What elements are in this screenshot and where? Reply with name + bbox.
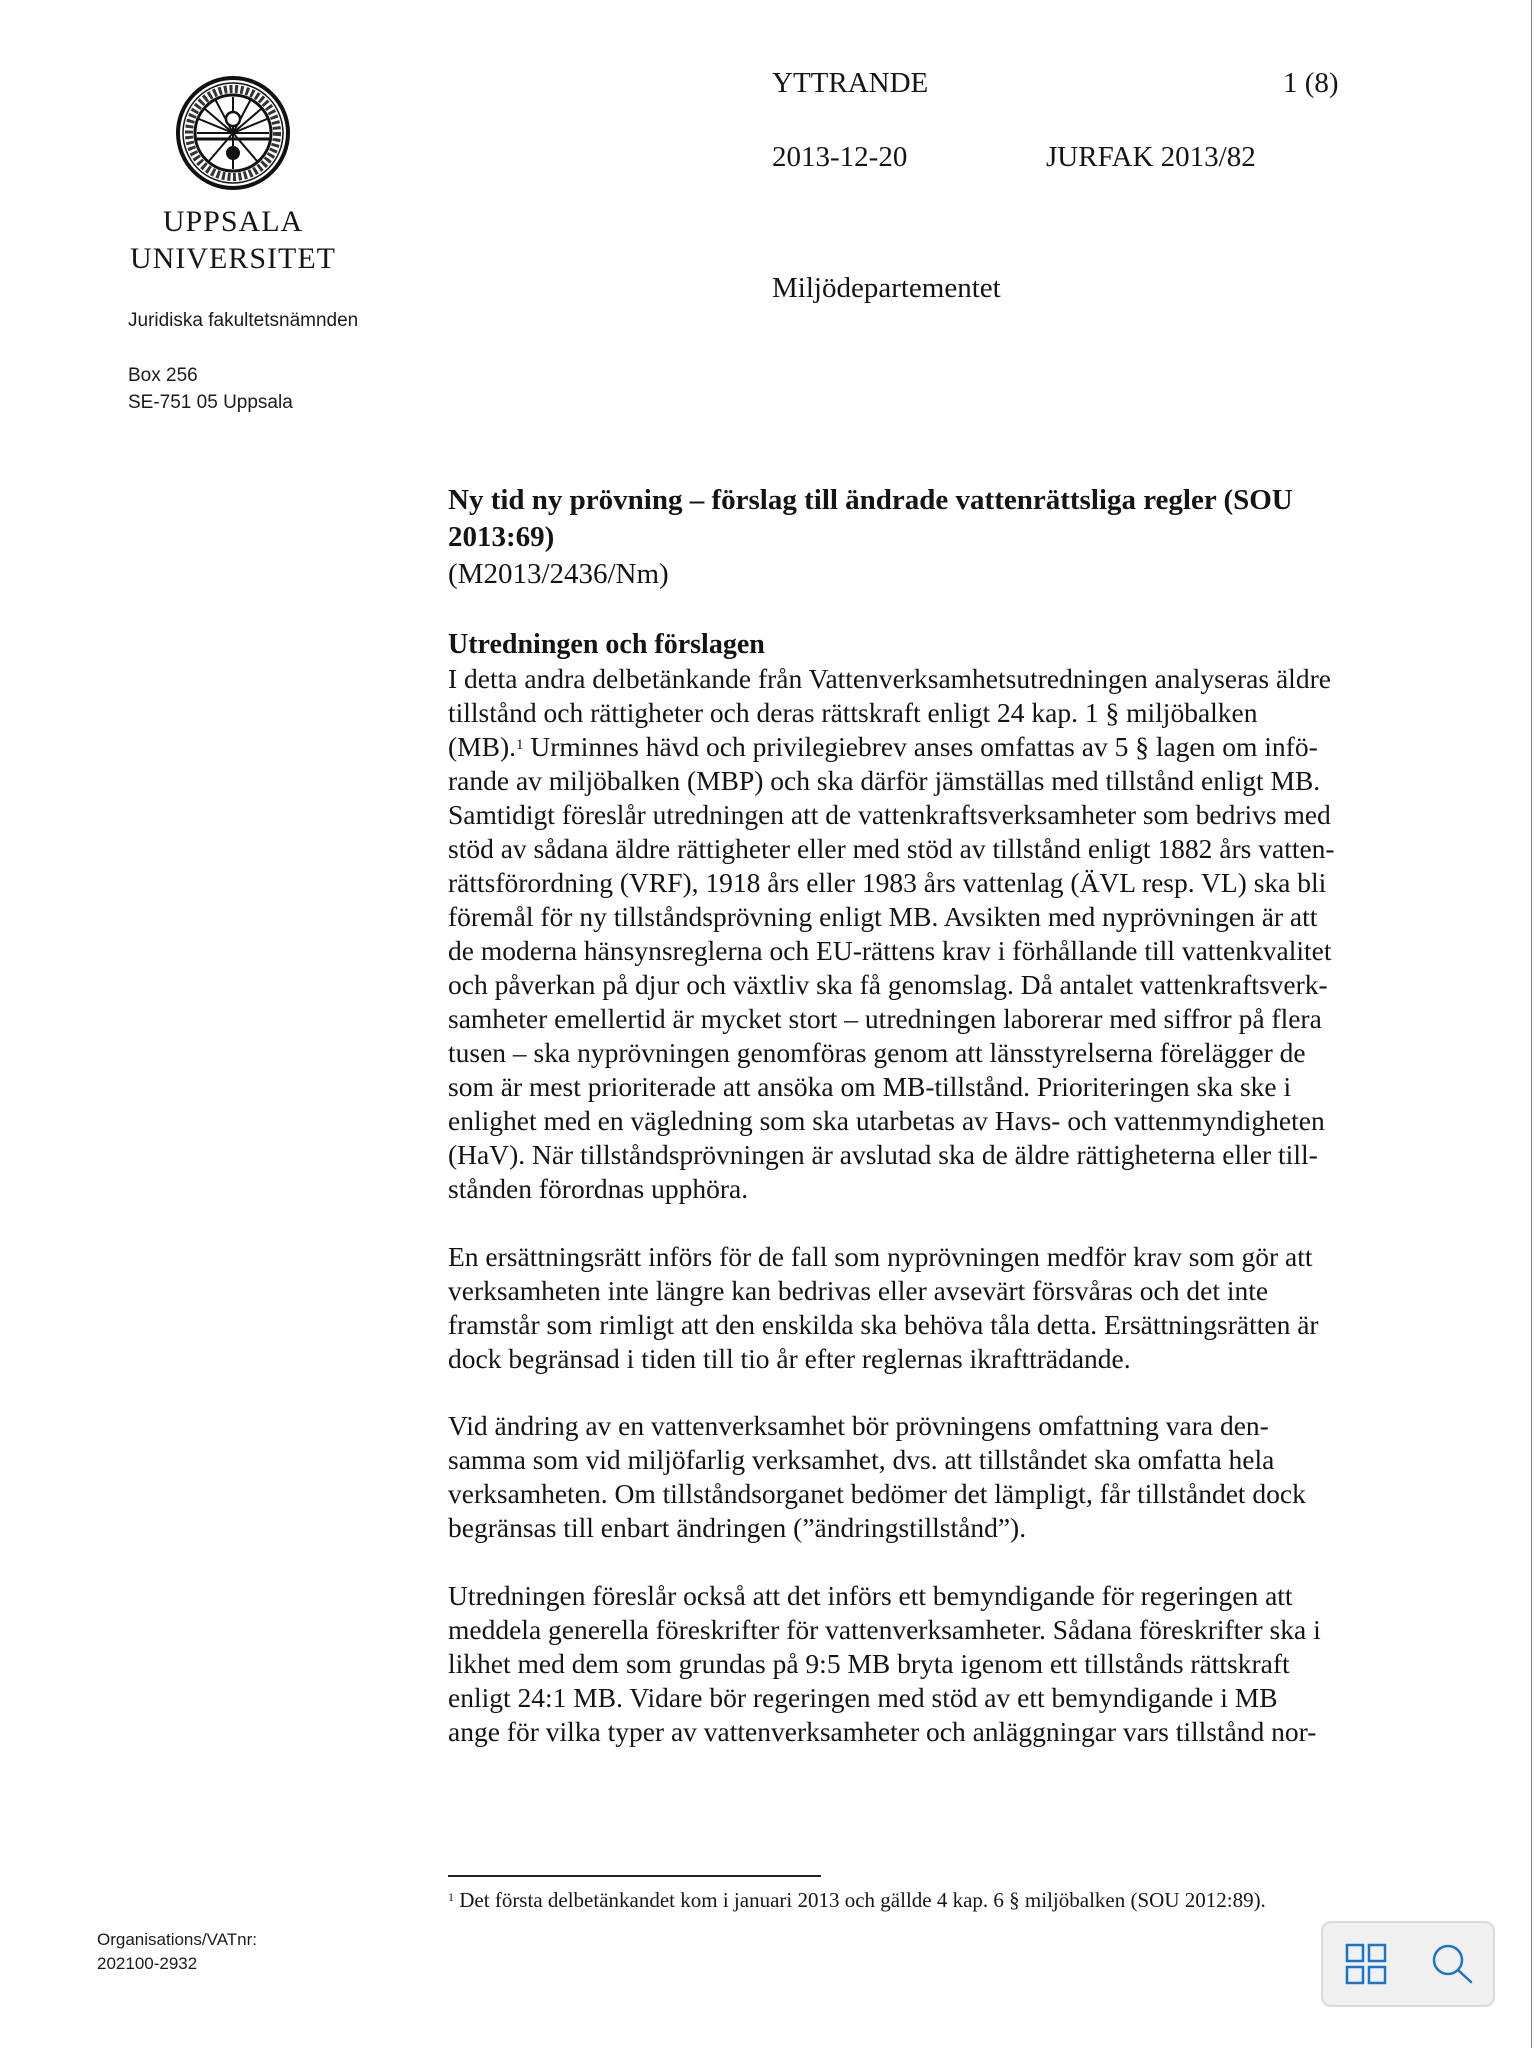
footnote-reference[interactable]: 1 bbox=[516, 737, 524, 753]
search-button[interactable] bbox=[1409, 1923, 1495, 2005]
address-line2: SE-751 05 Uppsala bbox=[128, 392, 293, 413]
section-heading: Utredningen och förslagen bbox=[448, 629, 765, 660]
text-line: framstår som rimligt att den enskilda ska behöva tåla detta. Ersättningsrätten är bbox=[448, 1308, 1319, 1340]
text-line: rättsförordning (VRF), 1918 års eller 1983 års vattenlag (ÄVL resp. VL) ska bli bbox=[448, 867, 1327, 898]
thumbnail-grid-icon bbox=[1345, 1943, 1387, 1985]
search-icon bbox=[1431, 1943, 1473, 1985]
text-line: tillstånd och rättigheter och deras rättskraft enligt 24 kap. 1 § miljöbalken bbox=[448, 697, 1258, 728]
university-name bbox=[128, 203, 338, 277]
text-segment: (MB). bbox=[448, 731, 516, 762]
university-name-line2: UNIVERSITET bbox=[130, 242, 336, 275]
text-line: stånden förordnas upphöra. bbox=[448, 1173, 749, 1204]
footnote-text: Det första delbetänkandet kom i januari 2013 och gällde 4 kap. 6 § miljöbalken (SOU 2012:89). bbox=[459, 1888, 1266, 1912]
text-line: enligt 24:1 MB. Vidare bör regeringen med stöd av ett bemyndigande i MB bbox=[448, 1681, 1278, 1713]
text-line: En ersättningsrätt införs för de fall som nyprövningen medför krav som gör att bbox=[448, 1240, 1313, 1272]
text-line: rande av miljöbalken (MBP) och ska därför jämställas med tillstånd enligt MB. bbox=[448, 765, 1321, 796]
university-name-line1: UPPSALA bbox=[162, 205, 304, 238]
case-number: (M2013/2436/Nm) bbox=[448, 558, 669, 590]
viewer-toolbar bbox=[1321, 1921, 1495, 2007]
text-line: samheter emellertid är mycket stort – utredningen laborerar med siffror på flera bbox=[448, 1003, 1322, 1034]
document-reference: JURFAK 2013/82 bbox=[1046, 141, 1256, 173]
text-line: (HaV). När tillståndsprövningen är avslutad ska de äldre rättigheterna eller till- bbox=[448, 1139, 1318, 1170]
text-line: begränsas till enbart ändringen (”ändringstillstånd”). bbox=[448, 1512, 1027, 1543]
text-line: enlighet med en vägledning som ska utarbetas av Havs- och vattenmyndigheten bbox=[448, 1105, 1325, 1136]
text-line: Vid ändring av en vattenverksamhet bör prövningens omfattning vara den- bbox=[448, 1410, 1269, 1441]
title-line: Ny tid ny prövning – förslag till ändrade vattenrättsliga regler (SOU bbox=[448, 484, 1293, 516]
text-line: likhet med dem som grundas på 9:5 MB bryta igenom ett tillstånds rättskraft bbox=[448, 1647, 1290, 1679]
footnote-marker: 1 bbox=[448, 1890, 454, 1904]
postal-address bbox=[128, 362, 293, 416]
footnote-separator bbox=[448, 1875, 821, 1877]
recipient: Miljödepartementet bbox=[772, 272, 1001, 304]
text-line: Utredningen föreslår också att det införs ett bemyndigande för regeringen att bbox=[448, 1579, 1293, 1611]
text-line: verksamheten inte längre kan bedrivas eller avsevärt försvåras och det inte bbox=[448, 1274, 1269, 1306]
paragraph-3 bbox=[448, 1409, 1453, 1545]
text-line: som är mest prioriterade att ansöka om MB-tillstånd. Prioriteringen ska ske i bbox=[448, 1071, 1292, 1102]
document-body bbox=[448, 482, 1453, 1749]
text-line: Samtidigt föreslår utredningen att de vattenkraftsverksamheter som bedrivs med bbox=[448, 799, 1331, 830]
text-line bbox=[448, 730, 1453, 764]
document-title bbox=[448, 482, 1453, 556]
text-line: stöd av sådana äldre rättigheter eller med stöd av tillstånd enligt 1882 års vatten- bbox=[448, 833, 1335, 864]
text-line: verksamheten. Om tillståndsorganet bedömer det lämpligt, får tillståndet dock bbox=[448, 1478, 1306, 1509]
scan-edge-line bbox=[1531, 0, 1532, 2048]
text-segment: Urminnes hävd och privilegiebrev anses omfattas av 5 § lagen om infö- bbox=[530, 731, 1318, 762]
text-line: tusen – ska nyprövningen genomföras genom att länsstyrelserna förelägger de bbox=[448, 1037, 1306, 1068]
text-line: föremål för ny tillståndsprövning enligt MB. Avsikten med nyprövningen är att bbox=[448, 901, 1318, 932]
paragraph-1 bbox=[448, 662, 1453, 1206]
organisation-number-block bbox=[97, 1928, 257, 1976]
thumbnail-grid-button[interactable] bbox=[1323, 1923, 1409, 2005]
university-seal-icon bbox=[175, 75, 291, 191]
footnote bbox=[448, 1888, 1266, 1913]
text-line: meddela generella föreskrifter för vattenverksamheter. Sådana föreskrifter ska i bbox=[448, 1613, 1321, 1645]
text-line: ange för vilka typer av vattenverksamheter och anläggningar vars tillstånd nor- bbox=[448, 1715, 1317, 1747]
address-line1: Box 256 bbox=[128, 365, 198, 386]
text-line: de moderna hänsynsreglerna och EU-rättens krav i förhållande till vattenkvalitet bbox=[448, 935, 1332, 966]
paragraph-2 bbox=[448, 1240, 1453, 1376]
text-line: dock begränsad i tiden till tio år efter reglernas ikraftträdande. bbox=[448, 1342, 1131, 1374]
faculty-name: Juridiska fakultetsnämnden bbox=[128, 310, 359, 331]
text-line: I detta andra delbetänkande från Vattenverksamhetsutredningen analyseras äldre bbox=[448, 663, 1331, 694]
org-number-value: 202100-2932 bbox=[97, 1954, 198, 1973]
document-type: YTTRANDE bbox=[772, 67, 929, 99]
page-number: 1 (8) bbox=[1283, 67, 1339, 99]
org-number-label: Organisations/VATnr: bbox=[97, 1930, 257, 1949]
text-line: samma som vid miljöfarlig verksamhet, dvs. att tillståndet ska omfatta hela bbox=[448, 1444, 1275, 1475]
document-date: 2013-12-20 bbox=[772, 141, 908, 173]
title-line: 2013:69) bbox=[448, 521, 555, 553]
text-line: och påverkan på djur och växtliv ska få genomslag. Då antalet vattenkraftsverk- bbox=[448, 969, 1328, 1000]
paragraph-4 bbox=[448, 1579, 1453, 1749]
